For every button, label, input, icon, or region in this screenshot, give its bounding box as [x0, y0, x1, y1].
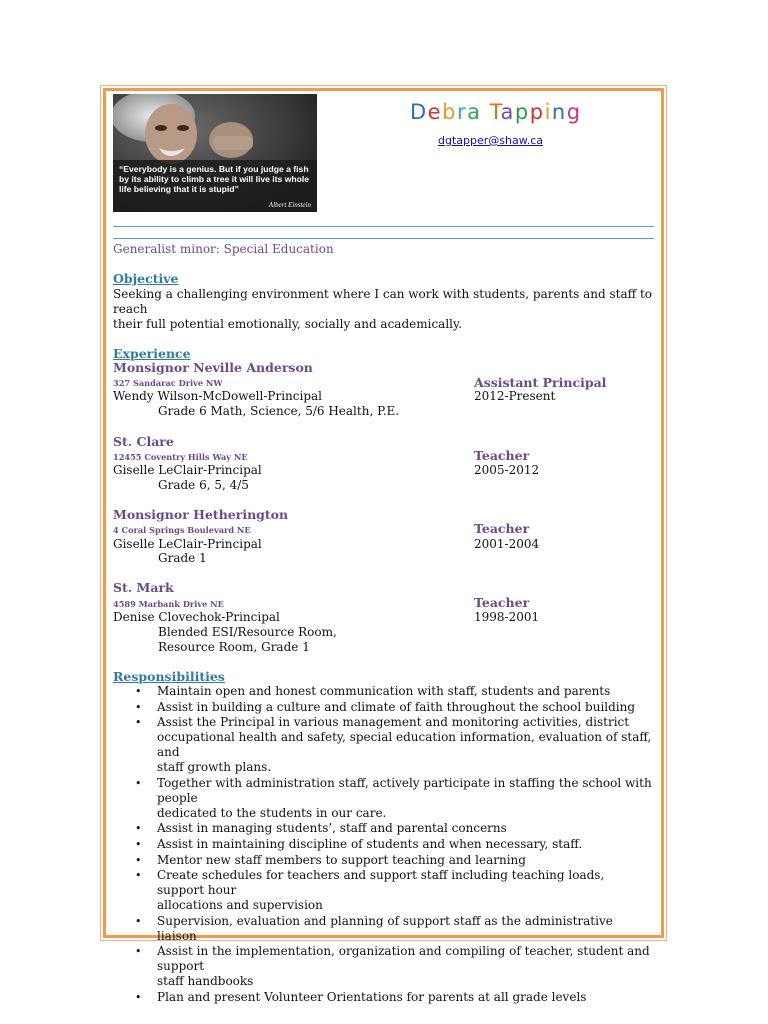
school-name: St. Mark — [113, 580, 174, 595]
name-letter — [481, 100, 489, 124]
divider-line — [113, 226, 654, 227]
responsibility-line: occupational health and safety, special education information, evaluation of staff, and — [157, 730, 652, 760]
responsibilities-list — [113, 684, 653, 1006]
responsibility-item — [113, 776, 653, 821]
school-name: Monsignor Neville Anderson — [113, 360, 313, 375]
responsibility-item — [113, 853, 653, 868]
bullet-icon: • — [135, 776, 142, 790]
bullet-icon: • — [135, 914, 142, 928]
responsibility-line: Assist in the implementation, organization and compiling of teacher, student and support — [157, 944, 650, 974]
einstein-quote-image — [113, 94, 317, 212]
job-role: Teacher — [474, 521, 530, 536]
responsibility-item — [113, 990, 653, 1005]
responsibility-line: Assist the Principal in various management and monitoring activities, district — [157, 715, 630, 730]
responsibilities-heading: Responsibilities — [113, 669, 225, 684]
name-letter: n — [551, 100, 567, 124]
photo-quote: “Everybody is a genius. But if you judge a fish by its ability to climb a tree it will live its whole life believing that it is stupid” — [119, 164, 310, 194]
divider-line — [113, 238, 654, 239]
email-link[interactable]: dgtapper@shaw.ca — [438, 134, 543, 147]
objective-heading: Objective — [113, 271, 179, 286]
minor-text: Generalist minor: Special Education — [113, 242, 334, 256]
responsibility-line: Assist in building a culture and climate of faith throughout the school building — [157, 699, 636, 714]
name-letter: D — [410, 100, 428, 124]
job-years: 2001-2004 — [474, 537, 540, 551]
name-letter: e — [427, 100, 443, 124]
responsibility-line: staff handbooks — [157, 974, 254, 989]
principal-name: Wendy Wilson-McDowell-Principal — [113, 389, 322, 403]
bullet-icon: • — [135, 990, 142, 1004]
job-detail: Grade 6 Math, Science, 5/6 Health, P.E. — [158, 404, 400, 418]
principal-name: Giselle LeClair-Principal — [113, 537, 262, 551]
job-detail: Blended ESI/Resource Room, — [158, 625, 337, 639]
responsibility-item — [113, 715, 653, 775]
bullet-icon: • — [135, 869, 142, 883]
responsibility-line: Together with administration staff, actively participate in staffing the school with people — [157, 775, 652, 805]
photo-attribution: Albert Einstein — [268, 201, 311, 209]
bullet-icon: • — [135, 700, 142, 714]
responsibility-line: Mentor new staff members to support teaching and learning — [157, 852, 526, 867]
name-letter: a — [467, 100, 482, 124]
portrait-icon — [113, 94, 317, 212]
objective-line: Seeking a challenging environment where I can work with students, parents and staff to reach — [113, 287, 653, 316]
bullet-icon: • — [135, 716, 142, 730]
job-years: 2005-2012 — [474, 463, 540, 477]
school-address: 12455 Coventry Hills Way NE — [113, 452, 248, 462]
bullet-icon: • — [135, 837, 142, 851]
objective-line: their full potential emotionally, socially and academically. — [113, 317, 463, 331]
job-detail: Resource Room, Grade 1 — [158, 640, 310, 654]
bullet-icon: • — [135, 822, 142, 836]
bullet-icon: • — [135, 853, 142, 867]
candidate-name — [410, 100, 582, 124]
school-name: Monsignor Hetherington — [113, 507, 289, 522]
name-letter: p — [529, 100, 545, 124]
job-years: 1998-2001 — [474, 610, 540, 624]
responsibility-line: Maintain open and honest communication with staff, students and parents — [157, 684, 611, 698]
name-letter: p — [514, 100, 530, 124]
bullet-icon: • — [135, 685, 142, 698]
name-letter: i — [544, 100, 552, 124]
job-years: 2012-Present — [474, 389, 556, 403]
job-detail: Grade 1 — [158, 551, 207, 565]
job-role: Teacher — [474, 595, 530, 610]
principal-name: Giselle LeClair-Principal — [113, 463, 262, 477]
responsibility-item — [113, 914, 653, 944]
responsibility-line: staff growth plans. — [157, 760, 272, 775]
school-name: St. Clare — [113, 434, 174, 449]
objective-text — [113, 287, 653, 332]
responsibility-item — [113, 821, 653, 836]
responsibility-item — [113, 684, 653, 699]
name-letter: a — [500, 100, 515, 124]
responsibility-item — [113, 837, 653, 852]
experience-heading: Experience — [113, 346, 191, 361]
name-letter: r — [456, 100, 468, 124]
principal-name: Denise Clovechok-Principal — [113, 610, 280, 624]
responsibility-line: Plan and present Volunteer Orientations for parents at all grade levels — [157, 989, 587, 1004]
job-role: Teacher — [474, 448, 530, 463]
school-address: 327 Sandarac Drive NW — [113, 378, 223, 388]
school-address: 4589 Marbank Drive NE — [113, 599, 224, 609]
bullet-icon: • — [135, 945, 142, 959]
name-letter: g — [566, 100, 582, 124]
responsibility-item — [113, 700, 653, 715]
responsibility-item — [113, 944, 653, 989]
responsibility-line: allocations and supervision — [157, 898, 323, 913]
responsibility-line: Create schedules for teachers and support staff including teaching loads, support hour — [157, 868, 605, 898]
responsibility-line: Supervision, evaluation and planning of support staff as the administrative liaison — [157, 913, 613, 943]
job-role: Assistant Principal — [474, 375, 607, 390]
school-address: 4 Coral Springs Boulevard NE — [113, 525, 251, 535]
responsibility-line: Assist in managing students’, staff and parental concerns — [157, 821, 507, 836]
name-letter: b — [442, 100, 457, 124]
name-letter: T — [489, 100, 501, 124]
responsibility-line: Assist in maintaining discipline of students and when necessary, staff. — [157, 836, 583, 851]
responsibility-line: dedicated to the students in our care. — [157, 805, 387, 820]
responsibility-item — [113, 868, 653, 913]
job-detail: Grade 6, 5, 4/5 — [158, 478, 249, 492]
